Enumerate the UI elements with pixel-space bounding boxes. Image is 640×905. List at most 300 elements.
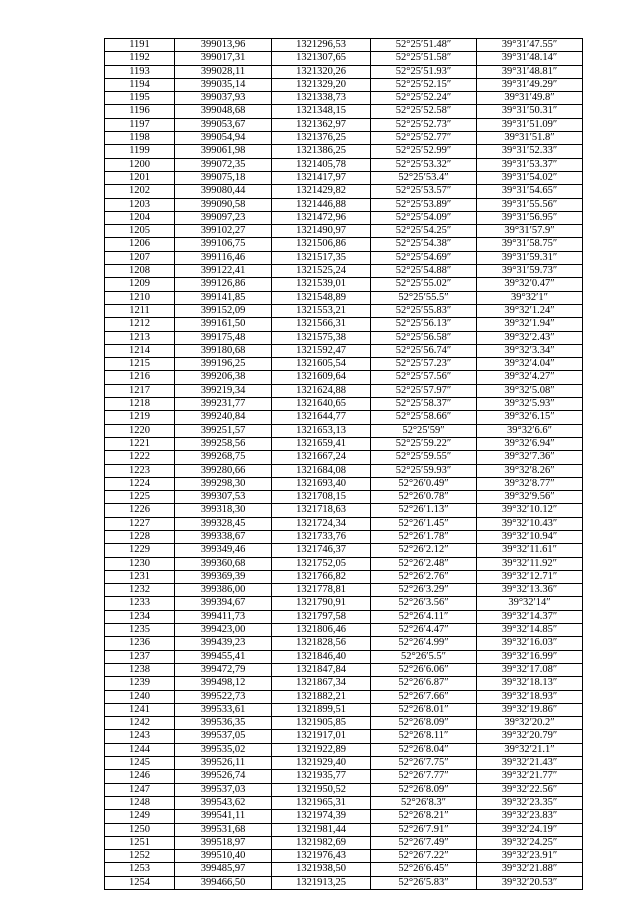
x-coordinate-cell: 399053,67 (175, 118, 272, 131)
latitude-cell: 52°25′51.93″ (371, 65, 477, 78)
latitude-cell: 52°26′4.47″ (371, 624, 477, 637)
y-coordinate-cell: 1321752,05 (272, 557, 371, 570)
longitude-cell: 39°32′23.83″ (477, 810, 583, 823)
table-row (105, 584, 583, 597)
point-number-cell: 1193 (105, 65, 175, 78)
point-number-cell: 1205 (105, 225, 175, 238)
y-coordinate-cell: 1321867,34 (272, 677, 371, 690)
x-coordinate-cell: 399097,23 (175, 211, 272, 224)
table-row (105, 570, 583, 583)
y-coordinate-cell: 1321935,77 (272, 770, 371, 783)
longitude-cell: 39°32′10.94″ (477, 530, 583, 543)
table-row (105, 265, 583, 278)
point-number-cell: 1240 (105, 690, 175, 703)
x-coordinate-cell: 399013,96 (175, 39, 272, 52)
point-number-cell: 1251 (105, 836, 175, 849)
longitude-cell: 39°31′51.09″ (477, 118, 583, 131)
y-coordinate-cell: 1321882,21 (272, 690, 371, 703)
latitude-cell: 52°26′3.56″ (371, 597, 477, 610)
y-coordinate-cell: 1321490,97 (272, 225, 371, 238)
y-coordinate-cell: 1321575,38 (272, 331, 371, 344)
y-coordinate-cell: 1321446,88 (272, 198, 371, 211)
latitude-cell: 52°25′57.97″ (371, 384, 477, 397)
longitude-cell: 39°32′18.13″ (477, 677, 583, 690)
x-coordinate-cell: 399231,77 (175, 398, 272, 411)
y-coordinate-cell: 1321693,40 (272, 477, 371, 490)
x-coordinate-cell: 399161,50 (175, 318, 272, 331)
x-coordinate-cell: 399338,67 (175, 530, 272, 543)
longitude-cell: 39°31′59.31″ (477, 251, 583, 264)
table-row (105, 517, 583, 530)
latitude-cell: 52°25′56.58″ (371, 331, 477, 344)
latitude-cell: 52°26′2.12″ (371, 544, 477, 557)
point-number-cell: 1231 (105, 570, 175, 583)
point-number-cell: 1224 (105, 477, 175, 490)
longitude-cell: 39°31′50.31″ (477, 105, 583, 118)
point-number-cell: 1234 (105, 610, 175, 623)
latitude-cell: 52°25′54.88″ (371, 265, 477, 278)
x-coordinate-cell: 399485,97 (175, 863, 272, 876)
table-row (105, 211, 583, 224)
y-coordinate-cell: 1321539,01 (272, 278, 371, 291)
longitude-cell: 39°32′21.77″ (477, 770, 583, 783)
point-number-cell: 1219 (105, 411, 175, 424)
table-row (105, 757, 583, 770)
point-number-cell: 1223 (105, 464, 175, 477)
y-coordinate-cell: 1321828,56 (272, 637, 371, 650)
y-coordinate-cell: 1321982,69 (272, 836, 371, 849)
y-coordinate-cell: 1321950,52 (272, 783, 371, 796)
table-row (105, 650, 583, 663)
longitude-cell: 39°32′6.15″ (477, 411, 583, 424)
table-row (105, 318, 583, 331)
y-coordinate-cell: 1321296,53 (272, 39, 371, 52)
point-number-cell: 1244 (105, 743, 175, 756)
longitude-cell: 39°32′6.94″ (477, 437, 583, 450)
x-coordinate-cell: 399054,94 (175, 132, 272, 145)
point-number-cell: 1238 (105, 663, 175, 676)
point-number-cell: 1241 (105, 703, 175, 716)
longitude-cell: 39°32′21.43″ (477, 757, 583, 770)
x-coordinate-cell: 399196,25 (175, 358, 272, 371)
longitude-cell: 39°32′1″ (477, 291, 583, 304)
longitude-cell: 39°31′54.02″ (477, 171, 583, 184)
longitude-cell: 39°32′5.93″ (477, 398, 583, 411)
latitude-cell: 52°25′52.99″ (371, 145, 477, 158)
point-number-cell: 1246 (105, 770, 175, 783)
y-coordinate-cell: 1321965,31 (272, 796, 371, 809)
y-coordinate-cell: 1321847,84 (272, 663, 371, 676)
table-row (105, 331, 583, 344)
x-coordinate-cell: 399126,86 (175, 278, 272, 291)
y-coordinate-cell: 1321472,96 (272, 211, 371, 224)
latitude-cell: 52°25′52.77″ (371, 132, 477, 145)
y-coordinate-cell: 1321644,77 (272, 411, 371, 424)
x-coordinate-cell: 399526,11 (175, 757, 272, 770)
latitude-cell: 52°26′7.75″ (371, 757, 477, 770)
y-coordinate-cell: 1321525,24 (272, 265, 371, 278)
latitude-cell: 52°25′52.24″ (371, 92, 477, 105)
point-number-cell: 1216 (105, 371, 175, 384)
y-coordinate-cell: 1321429,82 (272, 185, 371, 198)
latitude-cell: 52°26′1.78″ (371, 530, 477, 543)
table-row (105, 132, 583, 145)
longitude-cell: 39°31′56.95″ (477, 211, 583, 224)
point-number-cell: 1233 (105, 597, 175, 610)
table-row (105, 171, 583, 184)
x-coordinate-cell: 399526,74 (175, 770, 272, 783)
point-number-cell: 1229 (105, 544, 175, 557)
table-row (105, 92, 583, 105)
table-row (105, 876, 583, 889)
x-coordinate-cell: 399141,85 (175, 291, 272, 304)
x-coordinate-cell: 399536,35 (175, 717, 272, 730)
table-row (105, 384, 583, 397)
longitude-cell: 39°32′2.43″ (477, 331, 583, 344)
point-number-cell: 1220 (105, 424, 175, 437)
y-coordinate-cell: 1321320,26 (272, 65, 371, 78)
table-row (105, 624, 583, 637)
table-row (105, 477, 583, 490)
x-coordinate-cell: 399028,11 (175, 65, 272, 78)
longitude-cell: 39°31′51.8″ (477, 132, 583, 145)
y-coordinate-cell: 1321338,73 (272, 92, 371, 105)
longitude-cell: 39°32′8.77″ (477, 477, 583, 490)
y-coordinate-cell: 1321307,65 (272, 52, 371, 65)
y-coordinate-cell: 1321592,47 (272, 344, 371, 357)
point-number-cell: 1230 (105, 557, 175, 570)
point-number-cell: 1207 (105, 251, 175, 264)
y-coordinate-cell: 1321929,40 (272, 757, 371, 770)
point-number-cell: 1198 (105, 132, 175, 145)
y-coordinate-cell: 1321976,43 (272, 850, 371, 863)
y-coordinate-cell: 1321905,85 (272, 717, 371, 730)
longitude-cell: 39°31′55.56″ (477, 198, 583, 211)
y-coordinate-cell: 1321609,64 (272, 371, 371, 384)
x-coordinate-cell: 399466,50 (175, 876, 272, 889)
latitude-cell: 52°26′8.04″ (371, 743, 477, 756)
table-row (105, 783, 583, 796)
table-row (105, 850, 583, 863)
longitude-cell: 39°32′18.93″ (477, 690, 583, 703)
point-number-cell: 1253 (105, 863, 175, 876)
table-row (105, 411, 583, 424)
point-number-cell: 1236 (105, 637, 175, 650)
latitude-cell: 52°26′5.5″ (371, 650, 477, 663)
latitude-cell: 52°25′59.22″ (371, 437, 477, 450)
point-number-cell: 1218 (105, 398, 175, 411)
table-row (105, 424, 583, 437)
x-coordinate-cell: 399533,61 (175, 703, 272, 716)
point-number-cell: 1191 (105, 39, 175, 52)
y-coordinate-cell: 1321376,25 (272, 132, 371, 145)
latitude-cell: 52°26′7.49″ (371, 836, 477, 849)
latitude-cell: 52°26′8.09″ (371, 717, 477, 730)
y-coordinate-cell: 1321746,37 (272, 544, 371, 557)
longitude-cell: 39°32′11.92″ (477, 557, 583, 570)
longitude-cell: 39°32′17.08″ (477, 663, 583, 676)
longitude-cell: 39°32′21.88″ (477, 863, 583, 876)
table-row (105, 118, 583, 131)
x-coordinate-cell: 399035,14 (175, 78, 272, 91)
latitude-cell: 52°25′54.69″ (371, 251, 477, 264)
longitude-cell: 39°32′8.26″ (477, 464, 583, 477)
point-number-cell: 1206 (105, 238, 175, 251)
longitude-cell: 39°32′20.2″ (477, 717, 583, 730)
latitude-cell: 52°26′2.76″ (371, 570, 477, 583)
latitude-cell: 52°26′4.99″ (371, 637, 477, 650)
longitude-cell: 39°32′23.91″ (477, 850, 583, 863)
table-row (105, 251, 583, 264)
point-number-cell: 1202 (105, 185, 175, 198)
latitude-cell: 52°25′55.5″ (371, 291, 477, 304)
point-number-cell: 1237 (105, 650, 175, 663)
table-row (105, 198, 583, 211)
longitude-cell: 39°32′11.61″ (477, 544, 583, 557)
longitude-cell: 39°32′10.43″ (477, 517, 583, 530)
point-number-cell: 1208 (105, 265, 175, 278)
x-coordinate-cell: 399090,58 (175, 198, 272, 211)
y-coordinate-cell: 1321733,76 (272, 530, 371, 543)
longitude-cell: 39°32′9.56″ (477, 491, 583, 504)
latitude-cell: 52°26′7.77″ (371, 770, 477, 783)
y-coordinate-cell: 1321708,15 (272, 491, 371, 504)
latitude-cell: 52°25′54.38″ (371, 238, 477, 251)
x-coordinate-cell: 399537,03 (175, 783, 272, 796)
longitude-cell: 39°32′7.36″ (477, 451, 583, 464)
longitude-cell: 39°32′14.37″ (477, 610, 583, 623)
table-row (105, 185, 583, 198)
point-number-cell: 1192 (105, 52, 175, 65)
latitude-cell: 52°25′57.23″ (371, 358, 477, 371)
table-row (105, 610, 583, 623)
latitude-cell: 52°26′1.45″ (371, 517, 477, 530)
longitude-cell: 39°31′48.14″ (477, 52, 583, 65)
y-coordinate-cell: 1321548,89 (272, 291, 371, 304)
x-coordinate-cell: 399258,56 (175, 437, 272, 450)
table-row (105, 105, 583, 118)
x-coordinate-cell: 399537,05 (175, 730, 272, 743)
x-coordinate-cell: 399439,23 (175, 637, 272, 650)
longitude-cell: 39°32′3.34″ (477, 344, 583, 357)
point-number-cell: 1242 (105, 717, 175, 730)
table-row (105, 52, 583, 65)
point-number-cell: 1227 (105, 517, 175, 530)
x-coordinate-cell: 399122,41 (175, 265, 272, 278)
x-coordinate-cell: 399510,40 (175, 850, 272, 863)
point-number-cell: 1248 (105, 796, 175, 809)
x-coordinate-cell: 399072,35 (175, 158, 272, 171)
point-number-cell: 1210 (105, 291, 175, 304)
x-coordinate-cell: 399541,11 (175, 810, 272, 823)
y-coordinate-cell: 1321806,46 (272, 624, 371, 637)
table-row (105, 158, 583, 171)
table-row (105, 78, 583, 91)
latitude-cell: 52°25′53.57″ (371, 185, 477, 198)
table-row (105, 557, 583, 570)
table-row (105, 504, 583, 517)
longitude-cell: 39°31′58.75″ (477, 238, 583, 251)
point-number-cell: 1252 (105, 850, 175, 863)
table-row (105, 238, 583, 251)
longitude-cell: 39°32′1.24″ (477, 304, 583, 317)
longitude-cell: 39°32′14″ (477, 597, 583, 610)
point-number-cell: 1195 (105, 92, 175, 105)
latitude-cell: 52°25′54.09″ (371, 211, 477, 224)
y-coordinate-cell: 1321778,81 (272, 584, 371, 597)
latitude-cell: 52°26′5.83″ (371, 876, 477, 889)
y-coordinate-cell: 1321667,24 (272, 451, 371, 464)
point-number-cell: 1200 (105, 158, 175, 171)
point-number-cell: 1235 (105, 624, 175, 637)
longitude-cell: 39°32′13.36″ (477, 584, 583, 597)
point-number-cell: 1197 (105, 118, 175, 131)
x-coordinate-cell: 399411,73 (175, 610, 272, 623)
latitude-cell: 52°26′6.06″ (371, 663, 477, 676)
table-row (105, 451, 583, 464)
latitude-cell: 52°26′2.48″ (371, 557, 477, 570)
longitude-cell: 39°32′16.03″ (477, 637, 583, 650)
y-coordinate-cell: 1321386,25 (272, 145, 371, 158)
latitude-cell: 52°26′8.21″ (371, 810, 477, 823)
longitude-cell: 39°32′4.27″ (477, 371, 583, 384)
y-coordinate-cell: 1321553,21 (272, 304, 371, 317)
x-coordinate-cell: 399219,34 (175, 384, 272, 397)
x-coordinate-cell: 399369,39 (175, 570, 272, 583)
latitude-cell: 52°25′51.48″ (371, 39, 477, 52)
x-coordinate-cell: 399280,66 (175, 464, 272, 477)
longitude-cell: 39°31′54.65″ (477, 185, 583, 198)
latitude-cell: 52°25′52.73″ (371, 118, 477, 131)
table-row (105, 65, 583, 78)
x-coordinate-cell: 399498,12 (175, 677, 272, 690)
latitude-cell: 52°25′56.74″ (371, 344, 477, 357)
y-coordinate-cell: 1321659,41 (272, 437, 371, 450)
point-number-cell: 1222 (105, 451, 175, 464)
x-coordinate-cell: 399349,46 (175, 544, 272, 557)
x-coordinate-cell: 399106,75 (175, 238, 272, 251)
x-coordinate-cell: 399102,27 (175, 225, 272, 238)
y-coordinate-cell: 1321766,82 (272, 570, 371, 583)
x-coordinate-cell: 399017,31 (175, 52, 272, 65)
table-row (105, 717, 583, 730)
y-coordinate-cell: 1321640,65 (272, 398, 371, 411)
latitude-cell: 52°26′0.49″ (371, 477, 477, 490)
longitude-cell: 39°32′22.56″ (477, 783, 583, 796)
longitude-cell: 39°32′10.12″ (477, 504, 583, 517)
x-coordinate-cell: 399180,68 (175, 344, 272, 357)
table-row (105, 703, 583, 716)
y-coordinate-cell: 1321790,91 (272, 597, 371, 610)
x-coordinate-cell: 399423,00 (175, 624, 272, 637)
y-coordinate-cell: 1321417,97 (272, 171, 371, 184)
x-coordinate-cell: 399518,97 (175, 836, 272, 849)
table-row (105, 145, 583, 158)
point-number-cell: 1245 (105, 757, 175, 770)
x-coordinate-cell: 399061,98 (175, 145, 272, 158)
latitude-cell: 52°26′3.29″ (371, 584, 477, 597)
latitude-cell: 52°25′52.58″ (371, 105, 477, 118)
y-coordinate-cell: 1321506,86 (272, 238, 371, 251)
x-coordinate-cell: 399360,68 (175, 557, 272, 570)
longitude-cell: 39°32′21.1″ (477, 743, 583, 756)
table-row (105, 823, 583, 836)
y-coordinate-cell: 1321329,20 (272, 78, 371, 91)
point-number-cell: 1247 (105, 783, 175, 796)
longitude-cell: 39°32′1.94″ (477, 318, 583, 331)
point-number-cell: 1250 (105, 823, 175, 836)
point-number-cell: 1226 (105, 504, 175, 517)
latitude-cell: 52°25′53.89″ (371, 198, 477, 211)
x-coordinate-cell: 399037,93 (175, 92, 272, 105)
y-coordinate-cell: 1321684,08 (272, 464, 371, 477)
x-coordinate-cell: 399386,00 (175, 584, 272, 597)
x-coordinate-cell: 399472,79 (175, 663, 272, 676)
point-number-cell: 1212 (105, 318, 175, 331)
table-row (105, 225, 583, 238)
point-number-cell: 1215 (105, 358, 175, 371)
latitude-cell: 52°26′6.45″ (371, 863, 477, 876)
point-number-cell: 1196 (105, 105, 175, 118)
x-coordinate-cell: 399240,84 (175, 411, 272, 424)
longitude-cell: 39°32′4.04″ (477, 358, 583, 371)
point-number-cell: 1203 (105, 198, 175, 211)
point-number-cell: 1249 (105, 810, 175, 823)
coordinates-table (104, 38, 583, 890)
y-coordinate-cell: 1321566,31 (272, 318, 371, 331)
table-row (105, 530, 583, 543)
longitude-cell: 39°31′49.8″ (477, 92, 583, 105)
table-row (105, 464, 583, 477)
table-row (105, 358, 583, 371)
longitude-cell: 39°32′23.35″ (477, 796, 583, 809)
table-row (105, 597, 583, 610)
table-row (105, 743, 583, 756)
latitude-cell: 52°26′8.01″ (371, 703, 477, 716)
y-coordinate-cell: 1321605,54 (272, 358, 371, 371)
latitude-cell: 52°25′52.15″ (371, 78, 477, 91)
table-row (105, 437, 583, 450)
point-number-cell: 1232 (105, 584, 175, 597)
longitude-cell: 39°32′20.79″ (477, 730, 583, 743)
x-coordinate-cell: 399522,73 (175, 690, 272, 703)
longitude-cell: 39°32′19.86″ (477, 703, 583, 716)
table-row (105, 371, 583, 384)
longitude-cell: 39°31′49.29″ (477, 78, 583, 91)
point-number-cell: 1209 (105, 278, 175, 291)
y-coordinate-cell: 1321974,39 (272, 810, 371, 823)
latitude-cell: 52°25′58.37″ (371, 398, 477, 411)
latitude-cell: 52°26′6.87″ (371, 677, 477, 690)
latitude-cell: 52°25′59.55″ (371, 451, 477, 464)
coordinates-table-body (105, 39, 583, 890)
point-number-cell: 1217 (105, 384, 175, 397)
longitude-cell: 39°32′5.08″ (477, 384, 583, 397)
longitude-cell: 39°32′24.25″ (477, 836, 583, 849)
latitude-cell: 52°25′59″ (371, 424, 477, 437)
longitude-cell: 39°31′48.81″ (477, 65, 583, 78)
y-coordinate-cell: 1321653,13 (272, 424, 371, 437)
latitude-cell: 52°25′55.83″ (371, 304, 477, 317)
point-number-cell: 1239 (105, 677, 175, 690)
y-coordinate-cell: 1321624,88 (272, 384, 371, 397)
latitude-cell: 52°25′57.56″ (371, 371, 477, 384)
latitude-cell: 52°26′1.13″ (371, 504, 477, 517)
y-coordinate-cell: 1321405,78 (272, 158, 371, 171)
table-row (105, 663, 583, 676)
latitude-cell: 52°25′54.25″ (371, 225, 477, 238)
latitude-cell: 52°26′8.09″ (371, 783, 477, 796)
